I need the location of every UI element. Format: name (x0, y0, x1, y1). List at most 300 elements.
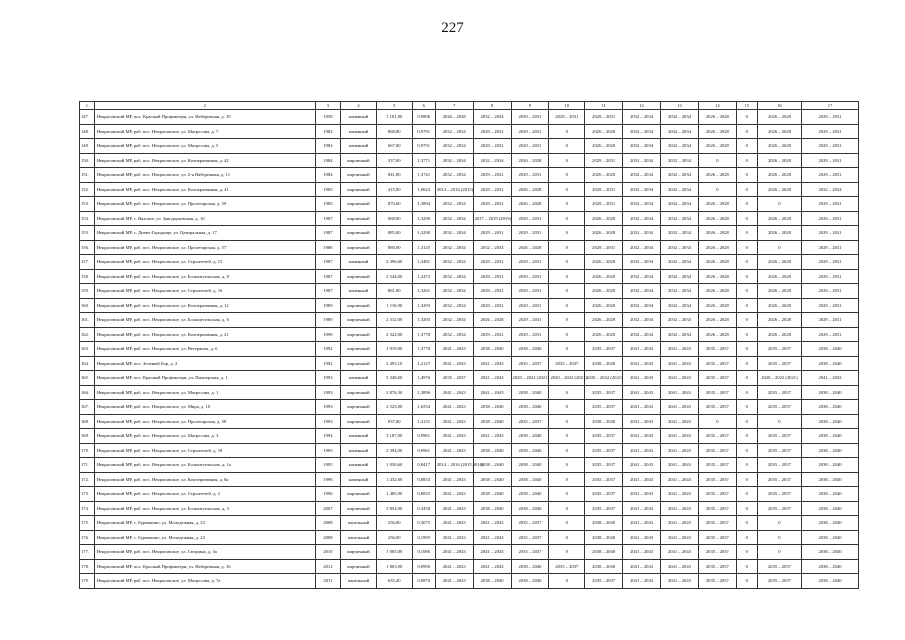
table-cell: 2008 (315, 530, 340, 545)
table-cell: 0 (757, 240, 801, 255)
table-cell: 2029 – 2031 (511, 211, 549, 226)
table-cell: 2032 – 2034 (661, 197, 699, 212)
column-number: 14 (698, 102, 736, 110)
table-cell: 2035 – 2037 (757, 559, 801, 574)
table-cell: 2035 – 2037 (757, 429, 801, 444)
table-cell: 2041 – 2043 (435, 472, 473, 487)
table-row (80, 516, 859, 531)
table-cell: 2029 – 2031 (802, 269, 859, 284)
table-cell: 2029 – 2031 (802, 255, 859, 270)
table-cell: 2032 – 2034 (435, 298, 473, 313)
table-cell: 2008 (315, 516, 340, 531)
table-cell: 2035 – 2037 (585, 385, 623, 400)
table-cell: 1984 (315, 153, 340, 168)
table-cell: 2032 – 2034 (435, 313, 473, 328)
table-cell: 0 (736, 153, 757, 168)
table-cell: 0 (549, 284, 585, 299)
table-cell: 1995 (315, 443, 340, 458)
table-cell: каменный (341, 284, 377, 299)
table-cell: 2041 – 2043 (661, 487, 699, 502)
table-cell: 2041 – 2043 (661, 414, 699, 429)
row-number: 157. (80, 255, 95, 270)
row-number: 167. (80, 400, 95, 415)
table-cell: 2010 (315, 545, 340, 560)
row-number: 154. (80, 211, 95, 226)
row-number: 169. (80, 429, 95, 444)
table-row (80, 298, 859, 313)
address-cell: Некрасовский МР, раб. пос. Некрасовское, ул. Пролетарская, д. 59 (94, 197, 315, 212)
table-cell: 1,4131 (412, 414, 435, 429)
table-cell: 0 (736, 168, 757, 183)
table-cell: 2026 – 2028 (585, 139, 623, 154)
table-cell: 1,3261 (412, 284, 435, 299)
table-cell: 2041 – 2043 (661, 545, 699, 560)
table-cell: 2035 – 2037 (511, 530, 549, 545)
row-number: 152. (80, 182, 95, 197)
table-cell: 2041 – 2043 (661, 342, 699, 357)
row-number: 166. (80, 385, 95, 400)
table-cell: 2029 – 2031 (473, 139, 511, 154)
table-cell: 1 116,90 (376, 298, 412, 313)
table-row (80, 443, 859, 458)
table-cell: 2041 – 2043 (435, 574, 473, 589)
table-cell: 2038 – 2040 (585, 530, 623, 545)
table-cell: 0 (549, 530, 585, 545)
column-number: 6 (412, 102, 435, 110)
table-cell: 1,3778 (412, 342, 435, 357)
table-cell: 2038 – 2040 (473, 458, 511, 473)
table-cell: 0 (736, 269, 757, 284)
table-cell: 2038 – 2040 (802, 574, 859, 589)
table-row (80, 342, 859, 357)
table-cell: 2035 – 2037 (698, 443, 736, 458)
table-cell: 2029 – 2031 (473, 124, 511, 139)
table-cell: 2041 – 2043 (661, 443, 699, 458)
table-cell: 2041 – 2043 (435, 342, 473, 357)
table-cell: 2041 – 2043 (473, 516, 511, 531)
table-cell: 2041 – 2043 (435, 487, 473, 502)
table-cell: 2041 – 2043 (473, 530, 511, 545)
table-cell: 2029 – 2031 (802, 298, 859, 313)
table-cell: 0,3075 (412, 516, 435, 531)
address-cell: Некрасовский МР, раб. пос. Некрасовское, ул. Большесельская, д. 8 (94, 269, 315, 284)
table-cell: 2035 – 2037 (549, 356, 585, 371)
table-cell: 2032 – 2034 (623, 168, 661, 183)
table-cell: кирпичный (341, 356, 377, 371)
table-cell: 2041 – 2043 (435, 559, 473, 574)
table-cell: 2032 – 2034 (661, 269, 699, 284)
table-cell: 889,00 (376, 240, 412, 255)
table-cell: 0 (736, 429, 757, 444)
table-row (80, 110, 859, 125)
table-cell: 2026 – 2028 (757, 182, 801, 197)
table-cell: 1,3771 (412, 153, 435, 168)
table-cell: каменный (341, 472, 377, 487)
table-cell: 2026 – 2028 (585, 226, 623, 241)
table-row (80, 574, 859, 589)
table-cell: 2038 – 2040 (473, 487, 511, 502)
table-cell: 0 (736, 574, 757, 589)
row-number: 165. (80, 371, 95, 386)
table-cell: 2041 – 2043 (623, 559, 661, 574)
address-cell: Некрасовский МР, раб. пос. Некрасовское, ул. Матросова, д. 5 (94, 139, 315, 154)
table-cell: 2026 – 2028 (757, 255, 801, 270)
table-row (80, 226, 859, 241)
table-cell: кирпичный (341, 400, 377, 415)
table-cell: 2041 – 2043 (623, 530, 661, 545)
table-cell: 1996 (315, 487, 340, 502)
column-number: 12 (623, 102, 661, 110)
table-cell: 2032 – 2034 (435, 240, 473, 255)
table-cell: 2032 – 2034 (623, 240, 661, 255)
column-number: 9 (511, 102, 549, 110)
table-cell: 2 544,00 (376, 269, 412, 284)
table-cell: 2029 – 2031 (511, 124, 549, 139)
table-cell: 2038 – 2040 (802, 356, 859, 371)
table-cell: 0 (736, 342, 757, 357)
table-cell: 2026 – 2028 (698, 211, 736, 226)
table-cell: 2026 – 2028 (585, 284, 623, 299)
table-cell: 2041 – 2043 (473, 356, 511, 371)
table-cell: 0,8833 (412, 487, 435, 502)
table-cell: 2032 – 2034 (661, 211, 699, 226)
table-cell: кирпичный (341, 487, 377, 502)
table-cell: 2041 – 2043 (661, 429, 699, 444)
table-cell: 2035 – 2037 (698, 472, 736, 487)
table-cell: 2038 – 2040 (585, 559, 623, 574)
table-cell: 2029 – 2031 (473, 255, 511, 270)
table-cell: 2029 – 2031 (802, 139, 859, 154)
table-row (80, 197, 859, 212)
table-cell: 2038 – 2040 (802, 342, 859, 357)
table-cell: 0 (736, 226, 757, 241)
table-cell: 2038 – 2040 (511, 429, 549, 444)
table-cell: кирпичный (341, 269, 377, 284)
address-cell: Некрасовский МР, раб. пос. Некрасовское, ул. Кооперативная, д. 12 (94, 298, 315, 313)
table-cell: кирпичный (341, 559, 377, 574)
table-cell: 2041 – 2043 (623, 472, 661, 487)
address-cell: Некрасовский МР, пос. Красный Профинтерн, ул. Пионерская, д. 1 (94, 371, 315, 386)
table-cell: 2038 – 2040 (511, 574, 549, 589)
table-cell: 2038 – 2040 (802, 559, 859, 574)
table-cell: 2026 – 2028 (698, 168, 736, 183)
table-cell: 2041 – 2043 (435, 545, 473, 560)
table-cell: 2041 – 2043 (473, 385, 511, 400)
table-cell: 2029 – 2031 (511, 255, 549, 270)
table-cell: 0 (757, 545, 801, 560)
table-cell: 2026 – 2028 (585, 255, 623, 270)
row-number: 158. (80, 269, 95, 284)
address-cell: Некрасовский МР, раб. пос. Некрасовское, ул. Большесельская, д. 1а (94, 458, 315, 473)
table-cell: 1985 (315, 182, 340, 197)
table-cell: 1,4976 (412, 371, 435, 386)
table-cell: 2041 – 2043 (435, 400, 473, 415)
table-cell: 2029 – 2031 (802, 197, 859, 212)
address-cell: Некрасовский МР, раб. пос. Некрасовское, ул. Кооперативная, д. 42 (94, 153, 315, 168)
address-cell: Некрасовский МР, раб. пос. Некрасовское, ул. Пролетарская, д. 58 (94, 414, 315, 429)
table-cell: 2035 – 2037 (585, 342, 623, 357)
table-cell: 2038 – 2040 (511, 458, 549, 473)
table-cell: 1987 (315, 226, 340, 241)
table-cell: 2032 – 2034 (435, 197, 473, 212)
table-cell: 2029 – 2031 (511, 313, 549, 328)
table-cell: кирпичный (341, 197, 377, 212)
table-cell: 0 (549, 211, 585, 226)
table-cell: 2032 – 2034 (435, 168, 473, 183)
table-cell: 1993 (315, 371, 340, 386)
table-cell: 1996 (315, 472, 340, 487)
table-cell: 0 (736, 443, 757, 458)
table-cell: 2041 – 2043 (623, 443, 661, 458)
table-cell: 2038 – 2040 (802, 414, 859, 429)
address-cell: Некрасовский МР, раб. пос. Некрасовское, ул. Пролетарская, д. 57 (94, 240, 315, 255)
table-cell: 0 (736, 139, 757, 154)
table-cell: 2032 – 2034 (623, 255, 661, 270)
table-cell: кирпичный (341, 182, 377, 197)
table-cell: кирпичный (341, 298, 377, 313)
row-number: 168. (80, 414, 95, 429)
table-cell: 2017 – 2019 (2019) (473, 211, 511, 226)
table-cell: 2041 – 2043 (623, 545, 661, 560)
table-row (80, 327, 859, 342)
table-cell: 2026 – 2028 (698, 124, 736, 139)
table-cell: 2041 – 2043 (661, 574, 699, 589)
table-cell: 2035 – 2037 (549, 559, 585, 574)
table-cell: 968,00 (376, 211, 412, 226)
table-cell: 2026 – 2028 (511, 153, 549, 168)
table-row (80, 385, 859, 400)
table-row (80, 429, 859, 444)
column-number: 2 (94, 102, 315, 110)
column-number: 13 (661, 102, 699, 110)
table-cell: 2029 – 2031 (802, 153, 859, 168)
address-cell: Некрасовский МР, раб. пос. Некрасовское, ул. Матросова, д. 7а (94, 574, 315, 589)
table-cell: кирпичный (341, 168, 377, 183)
address-cell: Некрасовский МР, раб. пос. Некрасовское, ул. Большесельская, д. 6 (94, 313, 315, 328)
table-cell: 2026 – 2028 (698, 240, 736, 255)
table-row (80, 545, 859, 560)
table-cell: 2035 – 2037 (698, 371, 736, 386)
column-number: 16 (757, 102, 801, 110)
table-cell: 0 (549, 139, 585, 154)
table-cell: 2041 – 2043 (435, 516, 473, 531)
table-cell: 2041 – 2043 (661, 458, 699, 473)
table-cell: каменный (341, 458, 377, 473)
table-cell: 1,3125 (412, 240, 435, 255)
table-cell: 0,0990 (412, 559, 435, 574)
address-cell: Некрасовский МР, раб. пос. Некрасовское, ул. Строителей, д. 18 (94, 443, 315, 458)
table-cell: 1987 (315, 255, 340, 270)
table-cell: 1,6554 (412, 400, 435, 415)
table-cell: 1989 (315, 298, 340, 313)
column-number: 4 (341, 102, 377, 110)
address-cell: Некрасовский МР, раб. пос. Некрасовское, ул. Строителей, д. 15 (94, 255, 315, 270)
table-cell: 1958 (315, 110, 340, 125)
table-cell: 2038 – 2040 (802, 472, 859, 487)
table-cell: 837,00 (376, 414, 412, 429)
table-cell: 415,00 (376, 182, 412, 197)
table-cell: 2041 – 2043 (473, 545, 511, 560)
table-cell: 2032 – 2034 (435, 226, 473, 241)
table-cell: 2032 – 2034 (435, 139, 473, 154)
table-cell: 2032 – 2034 (661, 139, 699, 154)
table-cell: панельный (341, 574, 377, 589)
column-number-row (80, 102, 859, 110)
housing-register-table (79, 101, 859, 589)
column-number: 10 (549, 102, 585, 110)
table-cell: 2029 – 2031 (511, 269, 549, 284)
table-cell: 2041 – 2043 (623, 501, 661, 516)
table-cell: 3 187,00 (376, 429, 412, 444)
table-cell: 2026 – 2028 (757, 327, 801, 342)
table-cell: 2026 – 2028 (585, 298, 623, 313)
address-cell: Некрасовский МР, раб. пос. Некрасовское, ул. Матросова, д. 3 (94, 429, 315, 444)
row-number: 150. (80, 153, 95, 168)
table-cell: 2026 – 2028 (757, 168, 801, 183)
table-cell: 1987 (315, 284, 340, 299)
row-number: 174. (80, 501, 95, 516)
table-cell: 0 (757, 414, 801, 429)
row-number: 173. (80, 487, 95, 502)
table-cell: 2035 – 2037 (698, 342, 736, 357)
table-cell: 2041 – 2043 (435, 414, 473, 429)
table-cell: 0 (736, 298, 757, 313)
row-number: 147. (80, 110, 95, 125)
table-cell: кирпичный (341, 414, 377, 429)
table-cell: 2035 – 2037 (757, 487, 801, 502)
column-number: 3 (315, 102, 340, 110)
table-cell: 2029 – 2031 (802, 110, 859, 125)
table-cell: 1,3293 (412, 313, 435, 328)
table-cell: 0 (736, 545, 757, 560)
table-cell: 2032 – 2034 (623, 269, 661, 284)
table-cell: 2035 – 2037 (757, 400, 801, 415)
table-cell: 2035 – 2037 (698, 458, 736, 473)
table-cell: 1,3741 (412, 168, 435, 183)
column-number: 15 (736, 102, 757, 110)
table-cell: 0 (549, 255, 585, 270)
table-cell: каменный (341, 124, 377, 139)
table-cell: 2029 – 2031 (473, 197, 511, 212)
table-cell: 0 (736, 182, 757, 197)
table-cell: 2026 – 2028 (757, 211, 801, 226)
table-cell: 0 (549, 443, 585, 458)
table-cell: 2 493,10 (376, 356, 412, 371)
table-cell: 2041 – 2043 (623, 414, 661, 429)
table-cell: 5 348,00 (376, 371, 412, 386)
table-cell: 2026 – 2028 (757, 110, 801, 125)
table-cell: 1993 (315, 400, 340, 415)
table-cell: 2035 – 2037 (585, 472, 623, 487)
table-cell: 2029 – 2031 (511, 298, 549, 313)
row-number: 151. (80, 168, 95, 183)
table-cell: 2035 – 2037 (511, 545, 549, 560)
table-cell: 841,80 (376, 168, 412, 183)
table-cell: 2035 – 2037 (511, 414, 549, 429)
table-cell: 1993 (315, 414, 340, 429)
row-number: 153. (80, 197, 95, 212)
table-cell: 2041 – 2043 (435, 443, 473, 458)
table-cell: 2038 – 2040 (511, 400, 549, 415)
table-cell: 2032 – 2034 (623, 211, 661, 226)
table-cell: 2026 – 2028 (757, 298, 801, 313)
table-cell: кирпичный (341, 501, 377, 516)
table-cell: 2035 – 2037 (757, 356, 801, 371)
table-cell: 2032 – 2034 (435, 211, 473, 226)
table-cell: 1 181,80 (376, 110, 412, 125)
table-cell: 1 083,00 (376, 545, 412, 560)
table-row (80, 139, 859, 154)
table-cell: кирпичный (341, 226, 377, 241)
table-cell: панельный (341, 516, 377, 531)
table-cell: 0 (698, 414, 736, 429)
table-cell: кирпичный (341, 327, 377, 342)
row-number: 162. (80, 327, 95, 342)
table-cell: 2041 – 2043 (623, 385, 661, 400)
table-cell: кирпичный (341, 240, 377, 255)
table-cell: 0,1895 (412, 530, 435, 545)
table-cell: 2032 – 2034 (623, 153, 661, 168)
table-cell: 2029 – 2031 (585, 110, 623, 125)
table-cell: 2026 – 2028 (473, 313, 511, 328)
table-cell: 2 312,00 (376, 313, 412, 328)
table-cell: 868,80 (376, 124, 412, 139)
table-row (80, 124, 859, 139)
table-row (80, 487, 859, 502)
table-cell: 2026 – 2028 (511, 182, 549, 197)
table-cell: 0 (549, 400, 585, 415)
table-cell: 2035 – 2037 (698, 356, 736, 371)
table-cell: 1,3481 (412, 255, 435, 270)
table-row (80, 153, 859, 168)
table-cell: 2029 – 2031 (473, 269, 511, 284)
table-cell: 1,3290 (412, 211, 435, 226)
table-cell: 2038 – 2040 (802, 385, 859, 400)
table-cell: 2041 – 2043 (623, 574, 661, 589)
table-cell: 2026 – 2028 (698, 313, 736, 328)
table-row (80, 284, 859, 299)
table-cell: 2038 – 2040 (473, 574, 511, 589)
table-cell: 2029 – 2031 (473, 226, 511, 241)
table-cell: 2026 – 2028 (757, 269, 801, 284)
table-cell: 2038 – 2040 (511, 501, 549, 516)
address-cell: Некрасовский МР, раб. пос. Некрасовское, ул. Матросова, д. 1 (94, 385, 315, 400)
table-cell: 2032 – 2034 (661, 153, 699, 168)
table-cell: 2032 – 2034 (435, 284, 473, 299)
table-cell: 0 (549, 298, 585, 313)
table-cell: 2035 – 2037 (757, 443, 801, 458)
table-cell: 2026 – 2028 (585, 313, 623, 328)
row-number: 156. (80, 240, 95, 255)
table-cell: 2032 – 2034 (435, 124, 473, 139)
table-cell: 2038 – 2040 (511, 487, 549, 502)
table-cell: 0 (549, 269, 585, 284)
table-cell: 2029 – 2031 (585, 153, 623, 168)
table-cell: 2041 – 2043 (623, 371, 661, 386)
table-cell: кирпичный (341, 545, 377, 560)
table-cell: панельный (341, 530, 377, 545)
table-cell: 0 (736, 487, 757, 502)
table-cell: 2026 – 2028 (698, 269, 736, 284)
table-cell: 0 (736, 110, 757, 125)
table-cell: 2041 – 2043 (661, 385, 699, 400)
table-cell: 2041 – 2043 (623, 342, 661, 357)
table-row (80, 400, 859, 415)
table-cell: 2029 – 2031 (802, 226, 859, 241)
row-number: 160. (80, 298, 95, 313)
table-cell: 0 (736, 414, 757, 429)
table-cell: 0 (736, 458, 757, 473)
